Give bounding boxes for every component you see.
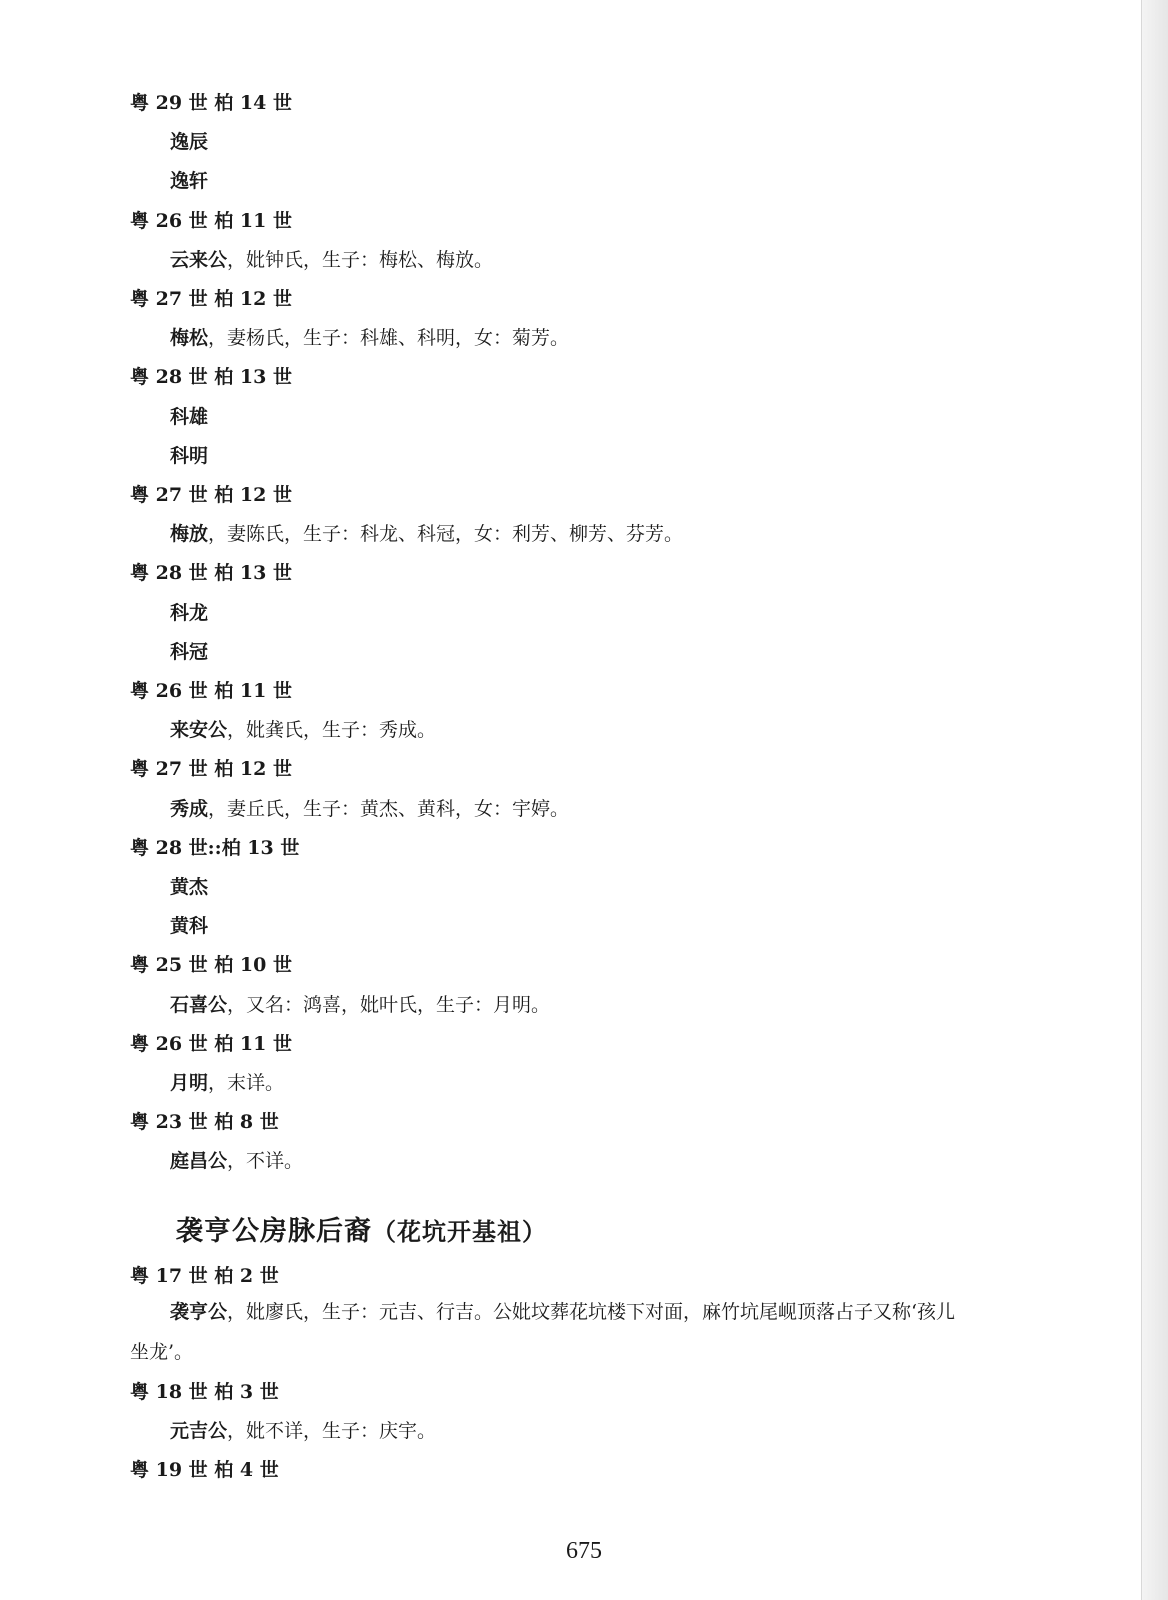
- person-name: 逸辰: [170, 131, 209, 153]
- generation-header: 粤 19 世 柏 4 世: [130, 1459, 279, 1481]
- person-name: 庭昌公: [170, 1150, 228, 1172]
- person-entry: [170, 1147, 1168, 1175]
- person-detail: ，妻丘氏，生子：黄杰、黄科，女：宇婷。: [208, 798, 570, 820]
- generation-header: 粤 26 世 柏 11 世: [130, 210, 292, 232]
- person-entry: [170, 991, 1168, 1019]
- person-entry: [170, 873, 1168, 901]
- person-name: 黄科: [170, 915, 209, 937]
- generation-header: 粤 28 世 柏 13 世: [130, 366, 292, 388]
- person-entry: [170, 128, 1168, 156]
- person-name: 科雄: [170, 406, 209, 428]
- person-detail: ，妣不详，生子：庆宇。: [227, 1420, 437, 1442]
- person-entry: [170, 795, 1168, 823]
- person-entry: [170, 403, 1168, 431]
- generation-header: 粤 28 世 柏 13 世: [130, 562, 292, 584]
- person-name: 秀成: [170, 798, 209, 820]
- person-name: 梅放: [170, 523, 209, 545]
- person-name: 元吉公: [170, 1420, 228, 1442]
- person-detail: ，又名：鸿喜，妣叶氏，生子：月明。: [227, 994, 551, 1016]
- generation-header: 粤 17 世 柏 2 世: [130, 1265, 279, 1287]
- person-detail: ，不详。: [227, 1150, 304, 1172]
- person-entry-continuation: 坐龙’。: [130, 1341, 194, 1363]
- person-entry: [170, 716, 1168, 744]
- person-name: 科龙: [170, 602, 209, 624]
- generation-header: 粤 28 世::柏 13 世: [130, 837, 300, 859]
- generation-header: 粤 23 世 柏 8 世: [130, 1111, 279, 1133]
- person-entry: [170, 324, 1168, 352]
- person-detail: ，妣龚氏，生子：秀成。: [227, 719, 437, 741]
- person-detail: ，末详。: [208, 1072, 285, 1094]
- person-entry: [170, 1069, 1168, 1097]
- person-name: 科冠: [170, 641, 209, 663]
- person-name: 科明: [170, 445, 209, 467]
- person-name: 逸轩: [170, 170, 209, 192]
- person-name: 黄杰: [170, 876, 209, 898]
- person-entry: [170, 1417, 1168, 1445]
- person-detail: ，妣廖氏，生子：元吉、行吉。公妣坟葬花坑楼下对面，麻竹坑尾岘顶落占子又称‘孩儿: [227, 1301, 956, 1323]
- person-detail: ，妻杨氏，生子：科雄、科明，女：菊芳。: [208, 327, 570, 349]
- person-entry: [170, 246, 1168, 274]
- page-number: 675: [566, 1538, 602, 1564]
- person-entry: [170, 638, 1168, 666]
- generation-header: 粤 29 世 柏 14 世: [130, 92, 292, 114]
- person-entry: [170, 520, 1168, 548]
- generation-header: 粤 27 世 柏 12 世: [130, 288, 292, 310]
- person-entry: [170, 442, 1168, 470]
- person-name: 袭亨公: [170, 1301, 228, 1323]
- person-entry: [170, 167, 1168, 195]
- section-title-main: 袭亨公房脉后裔: [176, 1216, 372, 1247]
- generation-header: 粤 18 世 柏 3 世: [130, 1381, 279, 1403]
- generation-header: 粤 25 世 柏 10 世: [130, 954, 292, 976]
- person-name: 云来公: [170, 249, 228, 271]
- person-entry: [170, 912, 1168, 940]
- generation-header: 粤 27 世 柏 12 世: [130, 484, 292, 506]
- person-name: 石喜公: [170, 994, 228, 1016]
- person-detail: ，妻陈氏，生子：科龙、科冠，女：利芳、柳芳、芬芳。: [208, 523, 684, 545]
- person-name: 梅松: [170, 327, 209, 349]
- person-name: 来安公: [170, 719, 228, 741]
- person-entry: [170, 599, 1168, 627]
- person-detail: ，妣钟氏，生子：梅松、梅放。: [227, 249, 494, 271]
- person-name: 月明: [170, 1072, 209, 1094]
- section-title-subtitle: （花坑开基祖）: [372, 1217, 547, 1246]
- generation-header: 粤 26 世 柏 11 世: [130, 1033, 292, 1055]
- generation-header: 粤 27 世 柏 12 世: [130, 758, 292, 780]
- section-title: [176, 1212, 1168, 1252]
- generation-header: 粤 26 世 柏 11 世: [130, 680, 292, 702]
- person-entry: [170, 1298, 1168, 1326]
